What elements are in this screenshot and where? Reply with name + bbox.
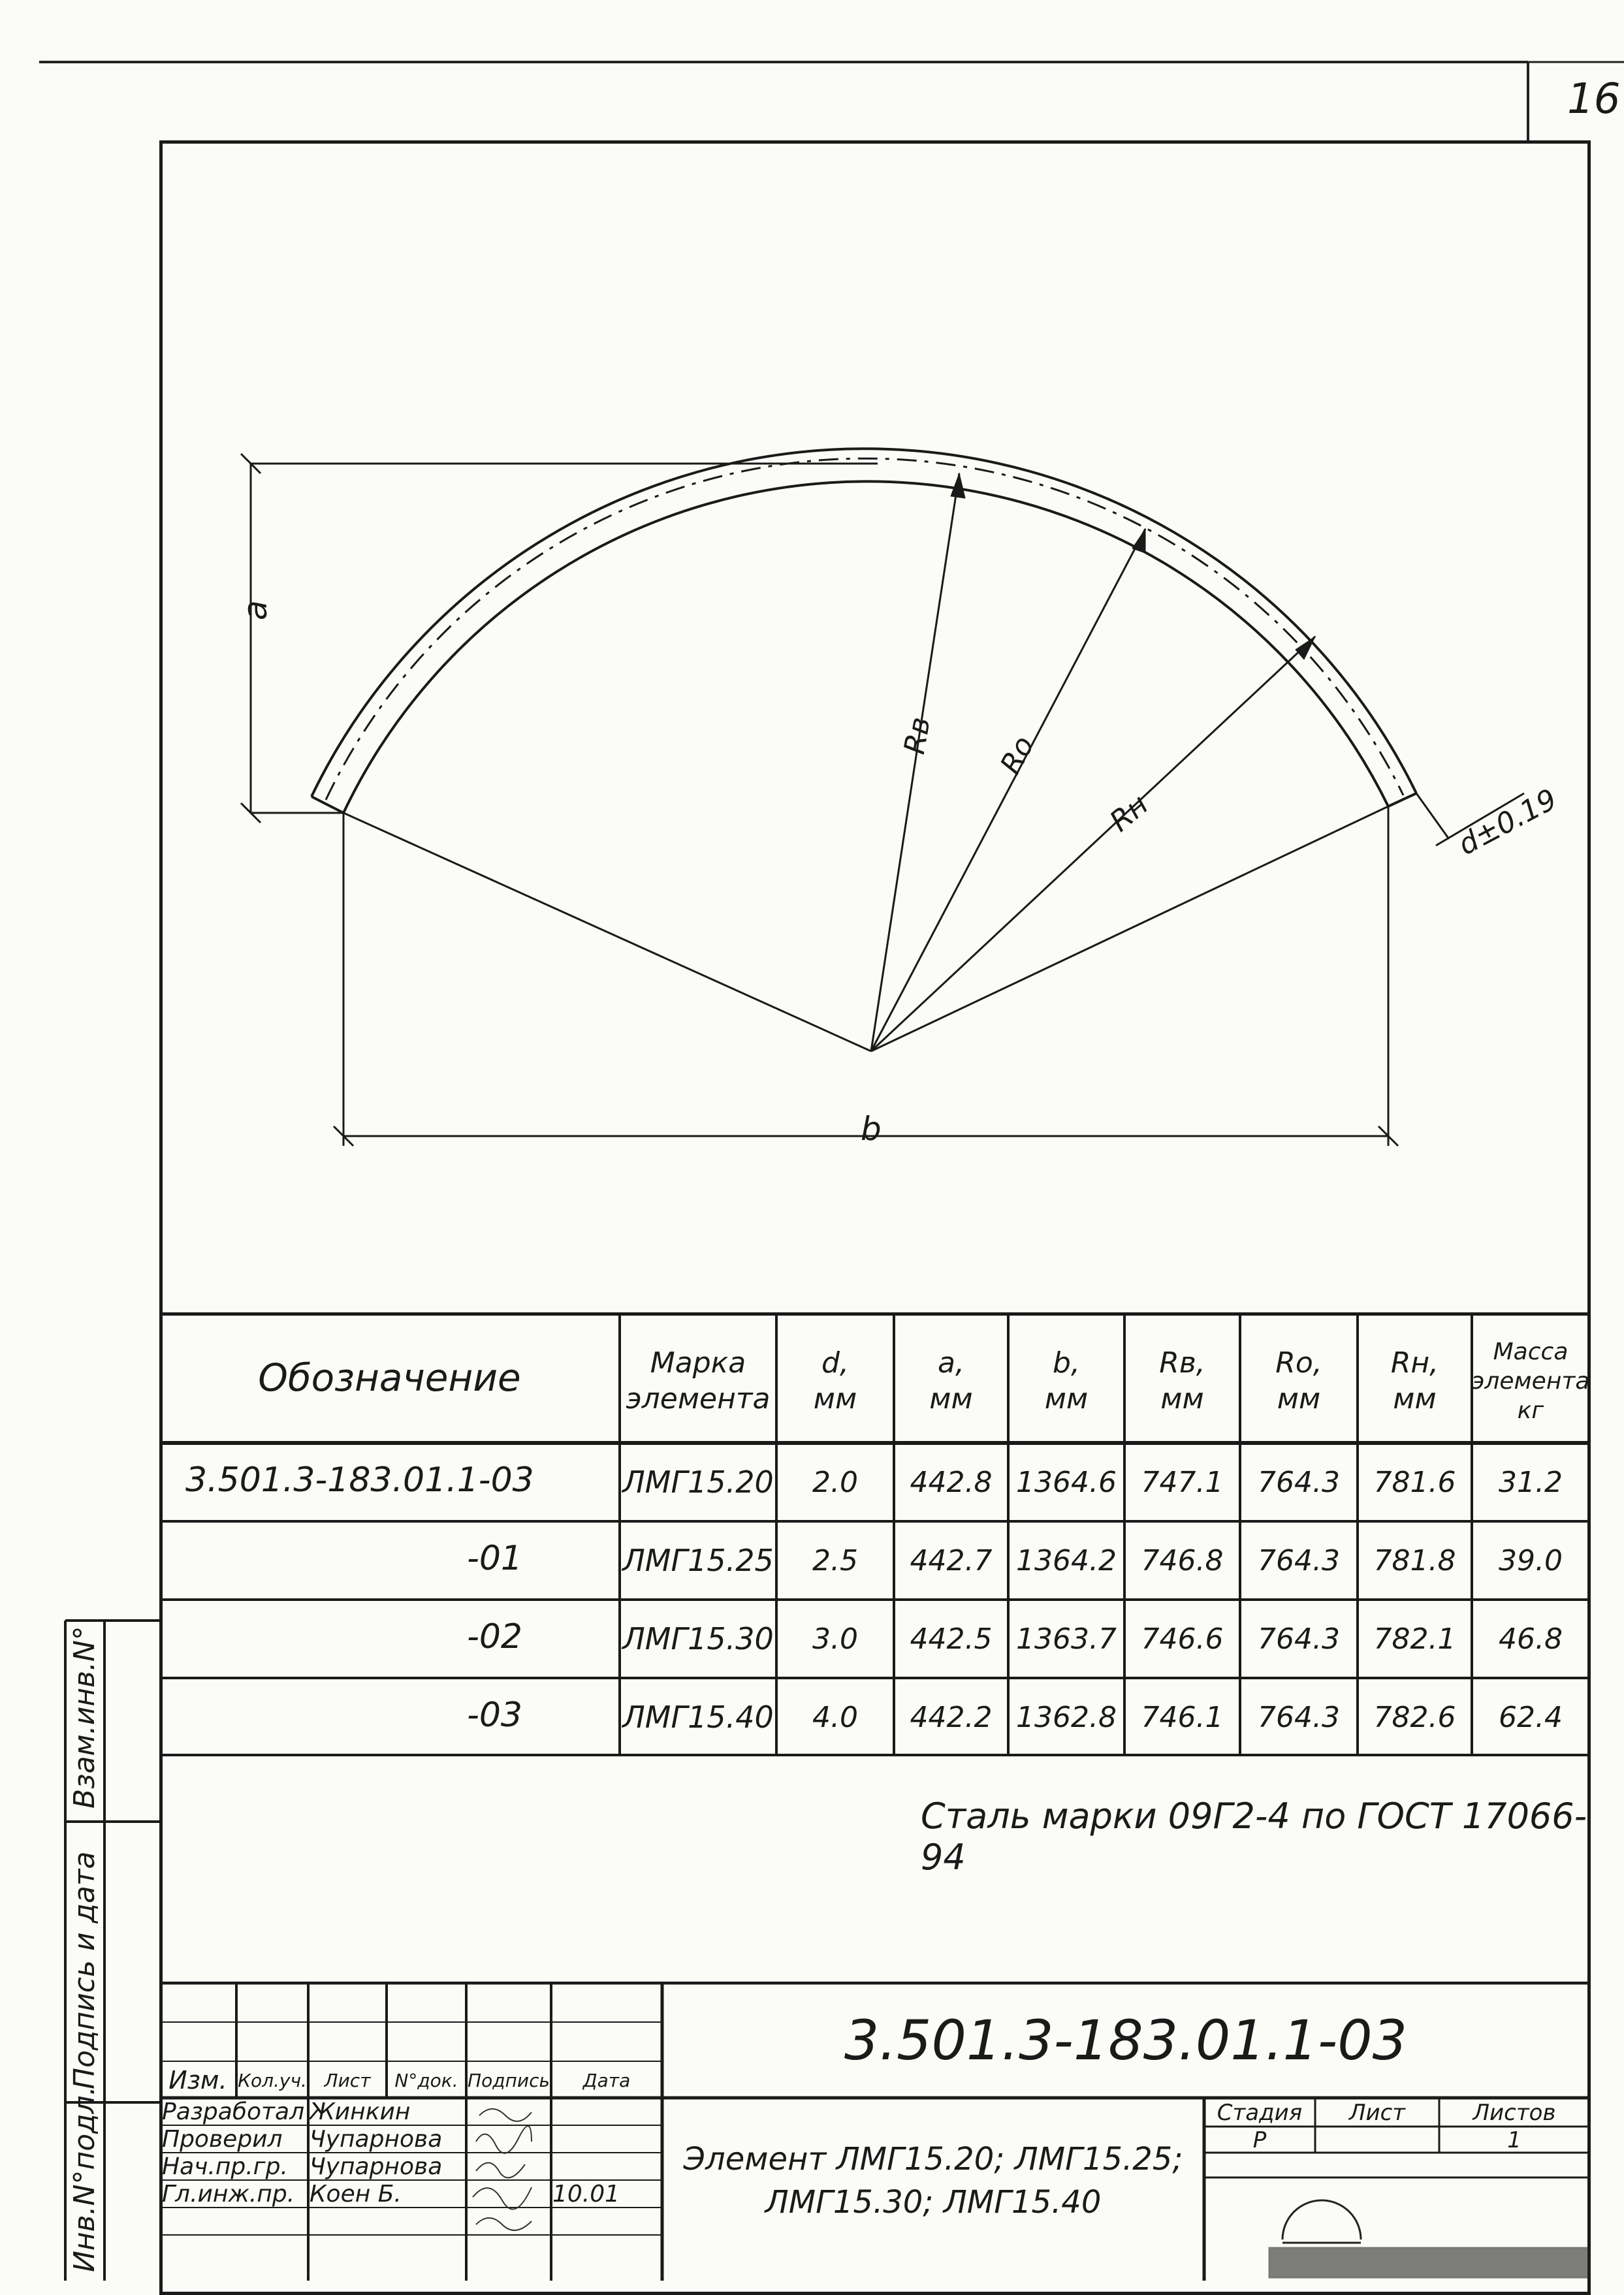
th-rv: Rв, мм: [1159, 1346, 1205, 1416]
sheet-label: Лист: [1348, 2100, 1406, 2126]
row-ro: 764.3: [1258, 1465, 1340, 1499]
row-rn: 782.6: [1373, 1700, 1456, 1734]
stage-value: Р: [1252, 2127, 1267, 2153]
row-b: 1362.8: [1016, 1700, 1117, 1734]
role-role: Проверил: [162, 2126, 283, 2153]
th-d: d, мм: [813, 1346, 857, 1416]
role-role: Гл.инж.пр.: [162, 2181, 295, 2208]
sheets-value: 1: [1507, 2127, 1521, 2153]
row-rv: 747.1: [1141, 1465, 1224, 1499]
row-mass: 39.0: [1499, 1543, 1563, 1577]
row-mark: ЛМГ15.25: [622, 1543, 774, 1578]
row-designation: -03: [467, 1696, 522, 1735]
label-rv: Rв: [898, 714, 938, 757]
row-ro: 764.3: [1258, 1622, 1340, 1656]
radius-ro: [871, 529, 1145, 1051]
change-header-cell: Дата: [582, 2069, 631, 2091]
dim-label-a: a: [236, 600, 274, 620]
sheet-value: [1315, 2127, 1439, 2153]
role-role: Разработал: [162, 2098, 305, 2125]
row-rn: 782.1: [1373, 1622, 1456, 1656]
row-d: 2.5: [812, 1543, 858, 1577]
sheet-title: Элемент ЛМГ15.20; ЛМГ15.25; ЛМГ15.30; ЛМГ15.40: [683, 2141, 1183, 2221]
side-label-podpis-data: Подпись и дата: [68, 1851, 101, 2089]
th-ro: Ro, мм: [1275, 1346, 1322, 1416]
role-date: [552, 2098, 662, 2126]
left-chord: [343, 813, 871, 1051]
th-rn: Rн, мм: [1390, 1346, 1439, 1416]
row-mark: ЛМГ15.20: [622, 1464, 774, 1500]
radius-rn: [871, 637, 1315, 1051]
row-ro: 764.3: [1258, 1700, 1340, 1734]
row-mass: 46.8: [1499, 1622, 1563, 1656]
row-mark: ЛМГ15.40: [622, 1700, 774, 1735]
row-d: 4.0: [812, 1700, 858, 1734]
side-label-inv-podl: Инв.N°подл.: [68, 2086, 101, 2272]
row-a: 442.7: [910, 1543, 993, 1577]
change-header-cell: Лист: [324, 2069, 371, 2091]
role-name: Чупарнова: [310, 2126, 443, 2153]
row-rn: 781.8: [1373, 1543, 1456, 1577]
doc-code: 3.501.3-183.01.1-03: [844, 2008, 1408, 2072]
row-designation: -02: [467, 1617, 522, 1656]
row-designation: 3.501.3-183.01.1-03: [185, 1461, 534, 1500]
label-d-tolerance: d±0.19: [1453, 782, 1563, 863]
role-date: [552, 2153, 662, 2181]
change-header-cell: Изм.: [168, 2066, 227, 2095]
stage-label: Стадия: [1217, 2100, 1303, 2126]
row-a: 442.8: [910, 1465, 993, 1499]
inner-arc: [343, 481, 1388, 813]
label-ro: Ro: [994, 731, 1042, 780]
page-number: 16: [1567, 75, 1621, 123]
steel-note: Сталь марки 09Г2-4 по ГОСТ 17066-94: [921, 1796, 1587, 1878]
company-logo: [1269, 2200, 1589, 2277]
row-ro: 764.3: [1258, 1543, 1340, 1577]
row-mass: 31.2: [1499, 1465, 1563, 1499]
dim-label-b: b: [861, 1110, 882, 1148]
role-date: [552, 2126, 662, 2153]
row-rv: 746.8: [1141, 1543, 1224, 1577]
sheets-label: Листов: [1473, 2100, 1556, 2126]
row-rv: 746.1: [1141, 1700, 1224, 1734]
th-a: a, мм: [929, 1346, 973, 1416]
role-name: Жинкин: [310, 2098, 411, 2125]
role-role: Нач.пр.гр.: [162, 2153, 288, 2180]
outer-arc: [311, 449, 1416, 797]
row-designation: -01: [467, 1539, 522, 1578]
center-arc: [326, 458, 1403, 800]
role-name: Коен Б.: [310, 2181, 402, 2208]
th-b: b, мм: [1044, 1346, 1089, 1416]
th-designation: Обозначение: [258, 1355, 521, 1400]
side-label-vzam-inv: Взам.инв.N°: [68, 1626, 101, 1809]
radius-rv: [871, 473, 959, 1051]
row-rv: 746.6: [1141, 1622, 1224, 1656]
row-b: 1364.6: [1016, 1465, 1117, 1499]
role-date: 10.01: [552, 2181, 620, 2208]
row-b: 1364.2: [1016, 1543, 1117, 1577]
row-a: 442.2: [910, 1700, 993, 1734]
role-name: Чупарнова: [310, 2153, 443, 2180]
top-rule: [0, 0, 1624, 144]
row-rn: 781.6: [1373, 1465, 1456, 1499]
change-header-cell: Кол.уч.: [238, 2069, 307, 2091]
row-mass: 62.4: [1499, 1700, 1563, 1734]
label-rn: Rн: [1104, 787, 1155, 839]
change-header-cell: Подпись: [468, 2069, 550, 2091]
row-d: 3.0: [812, 1622, 858, 1656]
row-d: 2.0: [812, 1465, 858, 1499]
change-header-cell: N°док.: [394, 2069, 458, 2091]
row-mark: ЛМГ15.30: [622, 1621, 774, 1656]
row-b: 1363.7: [1016, 1622, 1117, 1656]
th-mass: Масса элемента кг: [1471, 1338, 1590, 1424]
row-a: 442.5: [910, 1622, 993, 1656]
right-chord: [871, 806, 1388, 1051]
signature-marks: [473, 2109, 532, 2230]
th-mark: Марка элемента: [626, 1346, 771, 1416]
